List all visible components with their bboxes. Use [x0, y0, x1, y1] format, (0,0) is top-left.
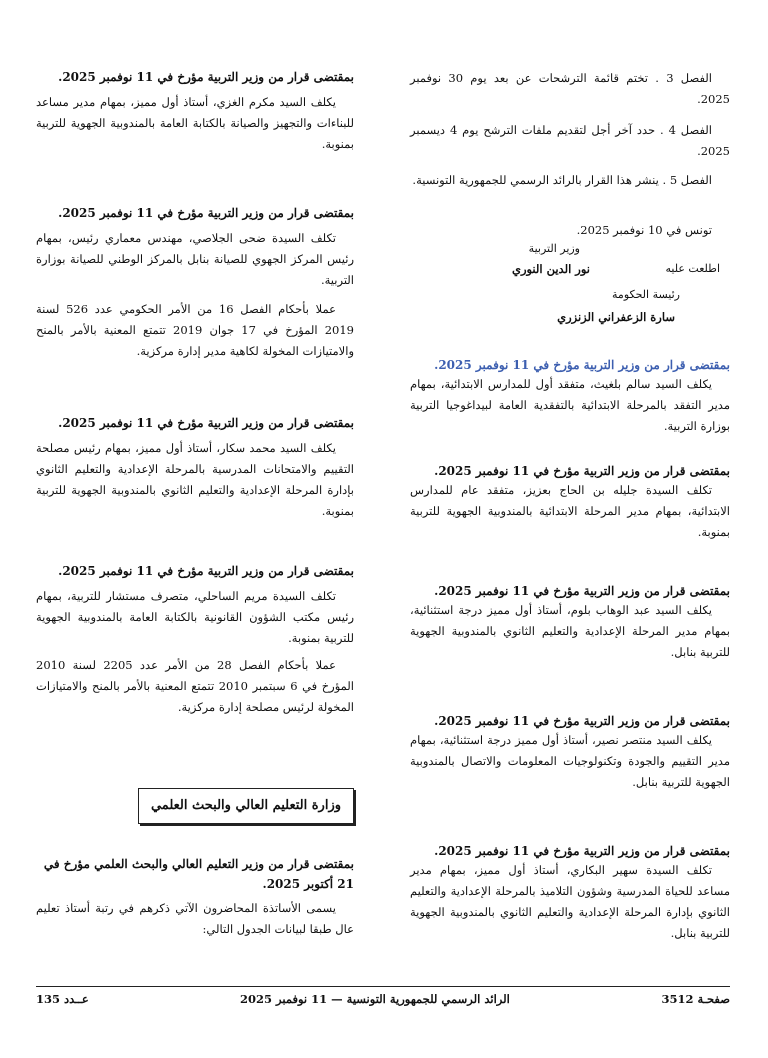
decision-left-5: [36, 854, 354, 940]
footer-issue-number: عــدد 135: [36, 992, 89, 1006]
decision-heading: بمقتضى قرار من وزير التربية مؤرخ في 11 نوفمبر 2025.: [58, 564, 354, 578]
footer-title: الرائد الرسمي للجمهورية التونسية — 11 نوفمبر 2025: [240, 992, 510, 1006]
right-column: [410, 62, 730, 962]
ministry-title: وزارة التعليم العالي والبحث العلمي: [150, 798, 342, 813]
decision-body: تكلف السيدة ضحى الجلاصي، مهندس معماري رئيس، بمهام رئيس المركز الجهوي للصيانة بنابل بالمركز الوطني للصيانة بوزارة التربية.: [36, 231, 354, 287]
footer-divider: [36, 986, 730, 987]
decision-heading: بمقتضى قرار من وزير التعليم العالي والبحث العلمي مؤرخ في 21 أكتوبر 2025.: [43, 857, 354, 891]
decision-body: يكلف السيد مكرم الغزي، أستاذ أول مميز، بمهام مدير مساعد للبناءات والتجهيز والصيانة بالكتابة العامة بالمندوبية الجهوية للتربية بمنوبة.: [36, 95, 354, 151]
decision-5: [410, 842, 730, 944]
decision-body: يسمى الأساتذة المحاضرون الآتي ذكرهم في رتبة أستاذ تعليم عال طبقا لبيانات الجدول التالي:: [36, 901, 354, 936]
article-5: الفصل 5 . ينشر هذا القرار بالرائد الرسمي للجمهورية التونسية.: [412, 173, 712, 187]
decision-heading: بمقتضى قرار من وزير التربية مؤرخ في 11 نوفمبر 2025.: [434, 584, 730, 598]
decision-left-3: [36, 414, 354, 522]
decision-4: [410, 712, 730, 793]
article-4: الفصل 4 . حدد آخر أجل لتقديم ملفات الترشح يوم 4 ديسمبر 2025.: [410, 123, 730, 158]
decision-body: تكلف السيدة سهير البكاري، أستاذ أول مميز، بمهام مدير مساعد للحياة المدرسية وشؤون التلاميذ بالمرحلة الإعدادية والتعليم الثانوي بإدارة المرحلة الإعدادية والتعليم الثانوي بالمندوبية الجهوية للتربية بنابل.: [410, 863, 730, 940]
decision-heading: بمقتضى قرار من وزير التربية مؤرخ في 11 نوفمبر 2025.: [434, 464, 730, 478]
decision-heading: بمقتضى قرار من وزير التربية مؤرخ في 11 نوفمبر 2025.: [58, 416, 354, 430]
decision-body: تكلف السيدة جليله بن الحاج بعزيز، متفقد عام للمدارس الابتدائية، بمهام مدير المرحلة الابتدائية بالمندوبية الجهوية للتربية بمنوبة.: [410, 483, 730, 539]
article-3: الفصل 3 . تختم قائمة الترشحات عن بعد يوم 30 نوفمبر 2025.: [410, 71, 730, 106]
decision-body: تكلف السيدة مريم الساحلي، متصرف مستشار للتربية، بمهام رئيس مكتب الشؤون القانونية بالكتابة العامة بالمندوبية الجهوية للتربية بمنوبة.: [36, 589, 354, 645]
ministry-heading-box: [138, 788, 354, 824]
footer-page-number: صفحـة 3512: [661, 992, 730, 1006]
decision-left-1: [36, 68, 354, 155]
decision-heading: بمقتضى قرار من وزير التربية مؤرخ في 11 نوفمبر 2025.: [434, 714, 730, 728]
decision-body: يكلف السيد محمد سكار، أستاذ أول مميز، بمهام رئيس مصلحة التقييم والامتحانات المدرسية بالمرحلة الإعدادية والتعليم الثانوي بإدارة المرحلة الإعدادية والتعليم الثانوي بالمندوبية الجهوية للتربية بمنوبة.: [36, 441, 354, 518]
decision-1: [410, 356, 730, 437]
decision-body: يكلف السيد سالم بلغيث، متفقد أول للمدارس الابتدائية، بمهام مدير التفقد بالمرحلة الابتدائية بالتفقدية العامة لبيداغوجيا التربية بوزارة التربية.: [410, 377, 730, 433]
signature-seen: اطلعت عليه: [665, 262, 720, 275]
decision-heading: بمقتضى قرار من وزير التربية مؤرخ في 11 نوفمبر 2025.: [434, 358, 730, 372]
decision-body: يكلف السيد منتصر نصير، أستاذ أول مميز درجة استثنائية، بمهام مدير التقييم والجودة وتكنولوجيات المعلومات والاتصال بالمندوبية الجهوية للتربية بنابل.: [410, 733, 730, 789]
decision-heading: بمقتضى قرار من وزير التربية مؤرخ في 11 نوفمبر 2025.: [58, 206, 354, 220]
decision-note: عملا بأحكام الفصل 16 من الأمر الحكومي عدد 526 لسنة 2019 المؤرخ في 17 جوان 2019 تتمتع المعنية بالأمر بالمنح والامتيازات المخولة لكاهية مدير إدارة مركزية.: [36, 302, 354, 358]
signature-pm-name: سارة الزعفراني الزنزري: [557, 310, 675, 324]
decision-note: عملا بأحكام الفصل 28 من الأمر عدد 2205 لسنة 2010 المؤرخ في 6 سبتمبر 2010 تتمتع المعنية بالأمر بالمنح والامتيازات المخولة لرئيس مصلحة إدارة مركزية.: [36, 658, 354, 714]
left-column: [36, 62, 354, 962]
decision-left-4: [36, 562, 354, 718]
signature-pm-title: رئيسة الحكومة: [612, 288, 680, 301]
signature-minister-name: نور الدين النوري: [511, 262, 590, 276]
place-date: تونس في 10 نوفمبر 2025.: [576, 223, 712, 237]
decision-heading: بمقتضى قرار من وزير التربية مؤرخ في 11 نوفمبر 2025.: [58, 70, 354, 84]
signature-minister-title: وزير التربية: [528, 242, 580, 255]
decision-3: [410, 582, 730, 663]
decision-2: [410, 462, 730, 543]
decision-left-2: [36, 204, 354, 362]
decision-body: يكلف السيد عبد الوهاب بلوم، أستاذ أول مميز درجة استثنائية، بمهام مدير المرحلة الإعدادية والتعليم الثانوي بالمندوبية الجهوية للتربية بنابل.: [410, 603, 730, 659]
decision-heading: بمقتضى قرار من وزير التربية مؤرخ في 11 نوفمبر 2025.: [434, 844, 730, 858]
